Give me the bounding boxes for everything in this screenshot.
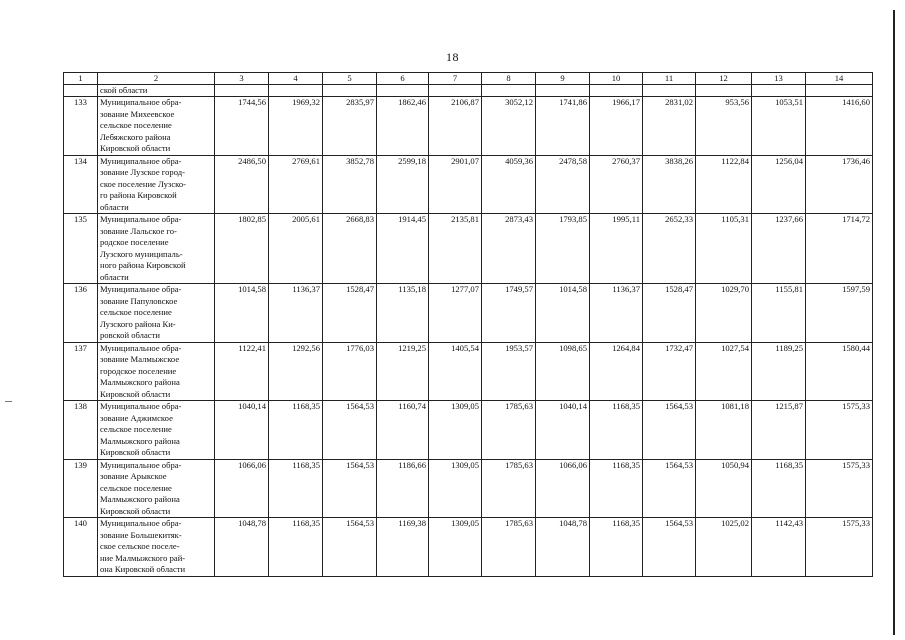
value-cell-col-14: 1575,33 [806,459,873,518]
settlement-name-line: Малмыжского района [100,377,180,387]
value-cell-col-14: 1714,72 [806,214,873,284]
row-number: 138 [64,401,98,460]
value-cell-col-11: 1732,47 [643,342,696,401]
value-cell-col-4: 1168,35 [269,459,323,518]
value-cell-col-8: 1785,63 [482,459,536,518]
value-cell-col-7: 1309,05 [429,459,482,518]
value-cell-col-10: 1136,37 [590,284,643,343]
value-cell-col-9: 1793,85 [536,214,590,284]
value-cell-col-9: 1741,86 [536,97,590,156]
empty-cell [323,85,377,97]
value-cell-col-13: 1256,04 [752,155,806,214]
column-header-10: 10 [590,73,643,85]
value-cell-col-9: 1014,58 [536,284,590,343]
value-cell-col-6: 1186,66 [377,459,429,518]
value-cell-col-11: 3838,26 [643,155,696,214]
value-cell-col-7: 1277,07 [429,284,482,343]
value-cell-col-12: 1122,84 [696,155,752,214]
value-cell-col-8: 2873,43 [482,214,536,284]
value-cell-col-12: 953,56 [696,97,752,156]
settlement-name-line: сельское поселение [100,424,172,434]
value-cell-col-7: 2106,87 [429,97,482,156]
settlement-name [98,459,215,518]
value-cell-col-11: 2831,02 [643,97,696,156]
value-cell-col-5: 3852,78 [323,155,377,214]
value-cell-col-6: 1914,45 [377,214,429,284]
value-cell-col-12: 1027,54 [696,342,752,401]
value-cell-col-12: 1081,18 [696,401,752,460]
settlement-name-line: Муниципальное обра- [100,284,182,294]
column-header-14: 14 [806,73,873,85]
page-edge-rule [893,10,895,635]
value-cell-col-13: 1189,25 [752,342,806,401]
row-number: 140 [64,518,98,577]
table-row [64,401,873,460]
column-header-13: 13 [752,73,806,85]
value-cell-col-14: 1597,59 [806,284,873,343]
settlement-name-line: зование Малмыжское [100,354,180,364]
settlement-name [98,401,215,460]
column-header-7: 7 [429,73,482,85]
empty-cell [806,85,873,97]
column-header-8: 8 [482,73,536,85]
value-cell-col-11: 1528,47 [643,284,696,343]
value-cell-col-9: 2478,58 [536,155,590,214]
settlement-name-line: зование Аджимское [100,412,173,423]
value-cell-col-3: 2486,50 [215,155,269,214]
settlement-name-line: она Кировской области [100,564,186,574]
settlement-name-line: Лузского района Ки- [100,318,176,329]
column-header-9: 9 [536,73,590,85]
column-number-header-row [64,73,873,85]
value-cell-col-3: 1122,41 [215,342,269,401]
settlement-name-line: родское поселение [100,237,169,247]
settlement-name-line: зование Михеевское [100,108,175,119]
value-cell-col-8: 3052,12 [482,97,536,156]
value-cell-col-10: 1966,17 [590,97,643,156]
value-cell-col-3: 1014,58 [215,284,269,343]
column-header-6: 6 [377,73,429,85]
settlement-name-line: Лебяжского района [100,131,171,142]
value-cell-col-10: 1995,11 [590,214,643,284]
column-header-3: 3 [215,73,269,85]
table-row [64,518,873,577]
empty-cell [429,85,482,97]
value-cell-col-3: 1744,56 [215,97,269,156]
value-cell-col-8: 1785,63 [482,401,536,460]
value-cell-col-13: 1168,35 [752,459,806,518]
value-cell-col-12: 1105,31 [696,214,752,284]
empty-cell [643,85,696,97]
value-cell-col-11: 2652,33 [643,214,696,284]
column-header-2: 2 [98,73,215,85]
row-number: 139 [64,459,98,518]
table-row [64,342,873,401]
value-cell-col-6: 1135,18 [377,284,429,343]
settlement-name-line: ровской области [100,330,160,340]
settlement-name-line: зование Папуловское [100,295,178,306]
settlement-name-line: сельское поселение [100,120,172,130]
settlement-name-line: Кировской области [100,447,171,457]
value-cell-col-7: 2135,81 [429,214,482,284]
data-table [63,72,873,577]
value-cell-col-8: 1785,63 [482,518,536,577]
settlement-name-line: ние Малмыжского рай- [100,552,186,563]
column-header-4: 4 [269,73,323,85]
value-cell-col-7: 1405,54 [429,342,482,401]
settlement-name-line: зование Лузское город- [100,167,185,177]
value-cell-col-6: 1862,46 [377,97,429,156]
value-cell-col-4: 1969,32 [269,97,323,156]
settlement-name-line: Муниципальное обра- [100,342,182,353]
value-cell-col-13: 1155,81 [752,284,806,343]
settlement-name-line: ское сельское поселе- [100,541,180,551]
settlement-name-line: сельское поселение [100,482,172,493]
value-cell-col-5: 1528,47 [323,284,377,343]
value-cell-col-4: 2769,61 [269,155,323,214]
settlement-name-line: Лузского муниципаль- [100,248,183,259]
value-cell-col-14: 1580,44 [806,342,873,401]
value-cell-col-5: 1564,53 [323,401,377,460]
settlement-name [98,97,215,156]
row-number: 134 [64,155,98,214]
value-cell-col-6: 1169,38 [377,518,429,577]
value-cell-col-3: 1048,78 [215,518,269,577]
value-cell-col-10: 1168,35 [590,459,643,518]
settlement-name [98,342,215,401]
settlement-name-line: сельское поселение [100,307,172,317]
value-cell-col-13: 1237,66 [752,214,806,284]
settlement-name-line: Муниципальное обра- [100,97,182,107]
empty-cell [590,85,643,97]
table-row [64,155,873,214]
settlement-name-line: Кировской области [100,143,171,153]
value-cell-col-5: 1776,03 [323,342,377,401]
settlement-name-line: ного района Кировской [100,260,186,270]
settlement-name-line: Кировской области [100,505,171,516]
scan-mark [5,401,12,402]
settlement-name-line: Муниципальное обра- [100,518,182,528]
settlement-name-line: зование Арыкское [100,471,167,481]
value-cell-col-7: 1309,05 [429,518,482,577]
value-cell-col-5: 2668,83 [323,214,377,284]
settlement-name [98,214,215,284]
value-cell-col-4: 1292,56 [269,342,323,401]
settlement-name-line: Муниципальное обра- [100,401,182,411]
value-cell-col-14: 1575,33 [806,401,873,460]
settlement-name-line: Малмыжского района [100,494,180,504]
column-header-11: 11 [643,73,696,85]
value-cell-col-14: 1575,33 [806,518,873,577]
value-cell-col-5: 1564,53 [323,459,377,518]
value-cell-col-13: 1215,87 [752,401,806,460]
settlement-name [98,518,215,577]
value-cell-col-4: 1136,37 [269,284,323,343]
empty-cell [215,85,269,97]
value-cell-col-10: 1168,35 [590,518,643,577]
settlement-name-line: Кировской области [100,388,171,399]
value-cell-col-11: 1564,53 [643,401,696,460]
table-row [64,214,873,284]
settlement-name-line: ское поселение Лузско- [100,178,187,189]
settlement-name-line: Муниципальное обра- [100,155,182,166]
settlement-name-line: зование Большекитяк- [100,529,182,540]
settlement-name-line: зование Лальское го- [100,225,177,236]
row-number: 136 [64,284,98,343]
value-cell-col-11: 1564,53 [643,459,696,518]
value-cell-col-8: 1749,57 [482,284,536,343]
value-cell-col-10: 1168,35 [590,401,643,460]
value-cell-col-6: 2599,18 [377,155,429,214]
value-cell-col-4: 2005,61 [269,214,323,284]
row-number: 137 [64,342,98,401]
value-cell-col-6: 1160,74 [377,401,429,460]
value-cell-col-10: 1264,84 [590,342,643,401]
value-cell-col-8: 1953,57 [482,342,536,401]
table-row [64,459,873,518]
row-number [64,85,98,97]
settlement-name-continuation: ской области [98,85,215,97]
value-cell-col-11: 1564,53 [643,518,696,577]
column-header-12: 12 [696,73,752,85]
value-cell-col-9: 1066,06 [536,459,590,518]
settlement-name-line: го района Кировской [100,190,177,200]
value-cell-col-14: 1416,60 [806,97,873,156]
settlement-name-line: Муниципальное обра- [100,214,182,224]
value-cell-col-8: 4059,36 [482,155,536,214]
settlement-name-line: городское поселение [100,365,177,376]
value-cell-col-12: 1050,94 [696,459,752,518]
value-cell-col-6: 1219,25 [377,342,429,401]
settlement-name [98,155,215,214]
value-cell-col-12: 1029,70 [696,284,752,343]
value-cell-col-5: 1564,53 [323,518,377,577]
value-cell-col-7: 1309,05 [429,401,482,460]
value-cell-col-12: 1025,02 [696,518,752,577]
empty-cell [536,85,590,97]
continuation-row [64,85,873,97]
value-cell-col-3: 1066,06 [215,459,269,518]
table-row [64,97,873,156]
settlement-name-line: области [100,271,129,282]
empty-cell [269,85,323,97]
value-cell-col-7: 2901,07 [429,155,482,214]
row-number: 135 [64,214,98,284]
value-cell-col-13: 1053,51 [752,97,806,156]
value-cell-col-13: 1142,43 [752,518,806,577]
table-row [64,284,873,343]
value-cell-col-5: 2835,97 [323,97,377,156]
empty-cell [482,85,536,97]
row-number: 133 [64,97,98,156]
settlement-name [98,284,215,343]
column-header-5: 5 [323,73,377,85]
settlement-name-line: Малмыжского района [100,435,180,446]
settlement-name-line: Муниципальное обра- [100,459,182,470]
value-cell-col-4: 1168,35 [269,518,323,577]
value-cell-col-10: 2760,37 [590,155,643,214]
page-number: 18 [446,50,459,64]
settlement-name-line: области [100,201,129,212]
empty-cell [377,85,429,97]
value-cell-col-9: 1048,78 [536,518,590,577]
empty-cell [696,85,752,97]
value-cell-col-3: 1802,85 [215,214,269,284]
column-header-1: 1 [64,73,98,85]
value-cell-col-9: 1040,14 [536,401,590,460]
empty-cell [752,85,806,97]
value-cell-col-4: 1168,35 [269,401,323,460]
value-cell-col-14: 1736,46 [806,155,873,214]
value-cell-col-3: 1040,14 [215,401,269,460]
value-cell-col-9: 1098,65 [536,342,590,401]
